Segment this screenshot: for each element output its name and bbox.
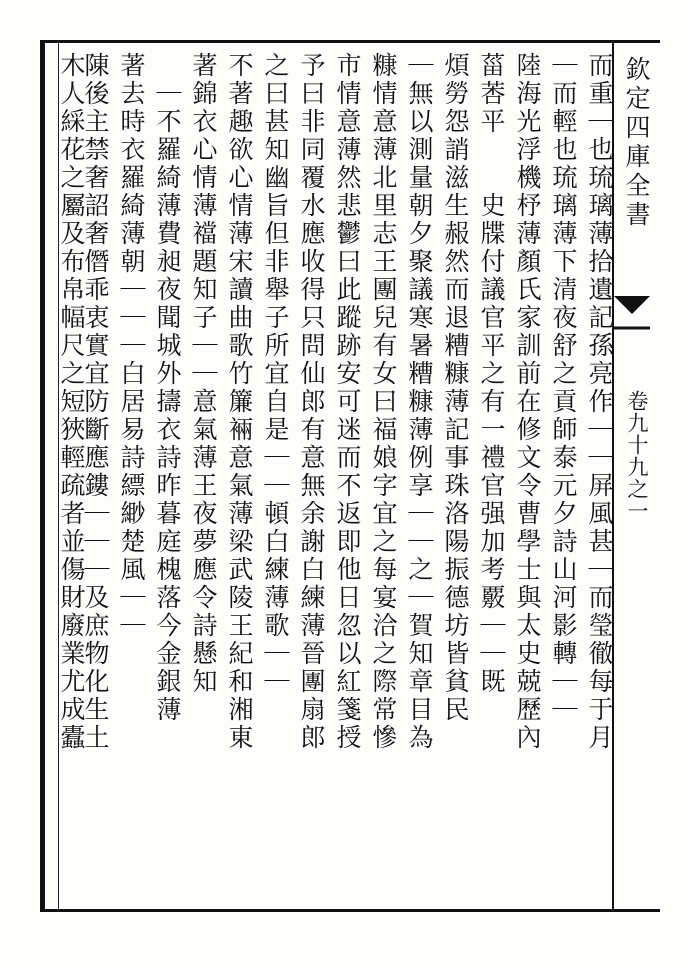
text-column: ｜而輕也琉璃薄下清夜舒之貢師泰元夕詩山河影轉｜｜ (549, 52, 578, 724)
text-column: ｜無以測量朝夕聚議寒暑糟糠薄例享｜｜之｜賀知章目為 (405, 52, 434, 752)
book-title: 欽定四庫全書 (622, 56, 651, 230)
text-column: 市情意薄然悲鬱曰此蹤跡安可迷而不返即他日忽以紅箋授 (333, 52, 362, 752)
text-column: 陸海光浮機杼薄顏氏家訓前在修文令曹學士與太史兢歷內 (513, 52, 542, 752)
text-column: 糠情意薄北里志王團兒有女曰福娘字宜之每宴洽之際常慘 (369, 52, 398, 752)
text-column: 煩勞怨誚滋生赧然而退糟糠薄記事珠洛陽振德坊皆貧民 (441, 52, 470, 724)
text-column: 不著趣欲心情薄宋讀曲歌竹簾裲意氣薄梁武陵王紀和湘東 (225, 52, 254, 752)
text-column: 而重｜也琉璃薄拾遺記孫亮作｜｜屏風甚｜而瑩徹每于月 (585, 52, 614, 752)
text-column: 木人綵花之屬及布帛幅尺之短狹輕疏者並傷財廢業尤成蠹 (57, 52, 86, 752)
volume-label: 卷九十九之一 (625, 390, 649, 522)
text-column: 菑莕平 史牒付議官平之有一禮官强加考覈｜｜既 (477, 52, 506, 696)
text-column: 之曰甚知幽旨但非舉子所宜自是｜｜頓白練薄歌｜｜ (261, 52, 290, 696)
text-column: 著錦衣心情薄襠題知子｜｜意氣薄王夜夢應令詩懸知 (189, 52, 218, 696)
text-column: 著去時衣羅綺薄朝｜｜｜白居易詩縹緲楚風｜｜ (117, 52, 146, 640)
text-column: 陳後主禁奢詔奢僭乖衷實宜防斷應鏤｜｜｜及庶物化生土 (81, 52, 110, 752)
text-column: ｜不羅綺薄費昶夜聞城外擣衣詩昨暮庭槐落今金銀薄 (153, 52, 182, 724)
text-column: 予曰非同覆水應收得只問仙郎有意無余謝白練薄晉團扇郎 (297, 52, 326, 752)
